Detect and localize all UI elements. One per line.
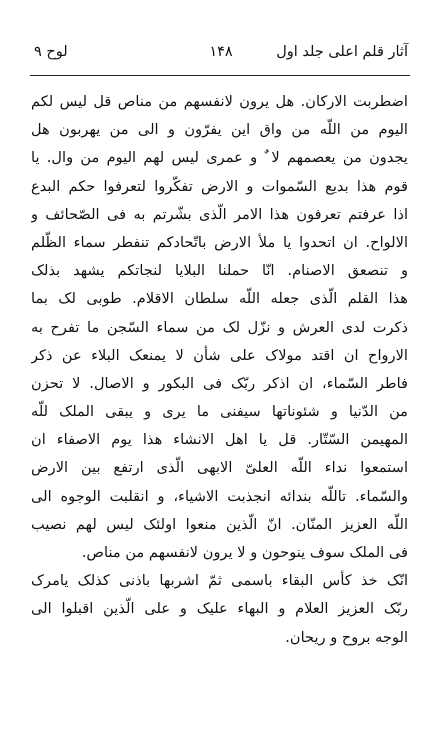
text-line: هذا القلم الّذی جعله اللّه سلطان الاقلام. طوبی لک بما [31,290,408,308]
text-line: یجدون من یعصمهم لا ٌ و عمری لیس لهم الیوم من وال. یا [31,149,408,167]
page-header [34,44,408,68]
text-line: الالواح. ان اتحدوا یا ملأ الارض باتّحادکم تنفطر سماء الظّلم [31,233,408,251]
text-line: قوم هذا بدیع السّموات و الارض تفکّروا لتعرفوا حکم البدع [31,177,408,195]
body-text [31,88,408,652]
text-line: ذکرت لدی العرش و نزّل لک من سماء السّجن ما تفرح به [31,318,408,336]
text-line: و تنصعق الاصنام. انّا حملنا البلایا لنجاتکم یشهد بذلک [31,262,408,280]
text-line: ربّک العزیز العلام و البهاء علیک و علی الّذین اقبلوا الی [31,600,408,618]
text-line: اذا عرفتم تعرفون هذا الامر الّذی بشّرتم به فی الصّحائف و [31,205,408,223]
tablet-number: لوح ۹ [34,44,68,60]
text-line: اضطربت الارکان. هل یرون لانفسهم من مناص قل لیس لکم [31,93,408,110]
text-line: انّک خذ کأس البقاء باسمی ثمّ اشربها باذنی کذلک یامرک [31,572,408,590]
book-title: آثار قلم اعلی جلد اول [276,44,408,60]
text-line: فی الملک سوف ینوحون و لا یرون لانفسهم من مناص. [81,544,408,561]
header-divider [30,75,410,76]
text-line: من الدّنیا و شئوناتها سیفنی ما یری و یبقی الملک للّه [31,403,408,421]
text-line: اللّه العزیز المنّان. انّ الّذین منعوا اولئک لیس لهم نصیب [31,515,408,533]
text-line: استمعوا نداء اللّه العلیّ الابهی الّذی ارتفع بین الارض [31,459,408,477]
text-line: الوجه بروح و ریحان. [285,628,408,646]
text-line: الارواح ان اقتد مولاک علی شأن لا یمنعک البلاء عن ذکر [31,346,408,364]
page-number: ۱۴۸ [209,44,233,60]
text-line: الیوم من اللّه من واق این یفرّون و الی من یهربون هل [31,121,408,139]
text-line: فاطر السّماء، ان اذکر ربّک فی البکور و الاصال. لا تحزن [31,374,408,392]
text-line: المهیمن السّتّار. قل یا اهل الانشاء هذا یوم الاصفاء ان [31,431,408,449]
text-line: والسّماء. تاللّه بندائه انجذبت الاشیاء، و انقلبت الوجوه الی [31,487,408,505]
